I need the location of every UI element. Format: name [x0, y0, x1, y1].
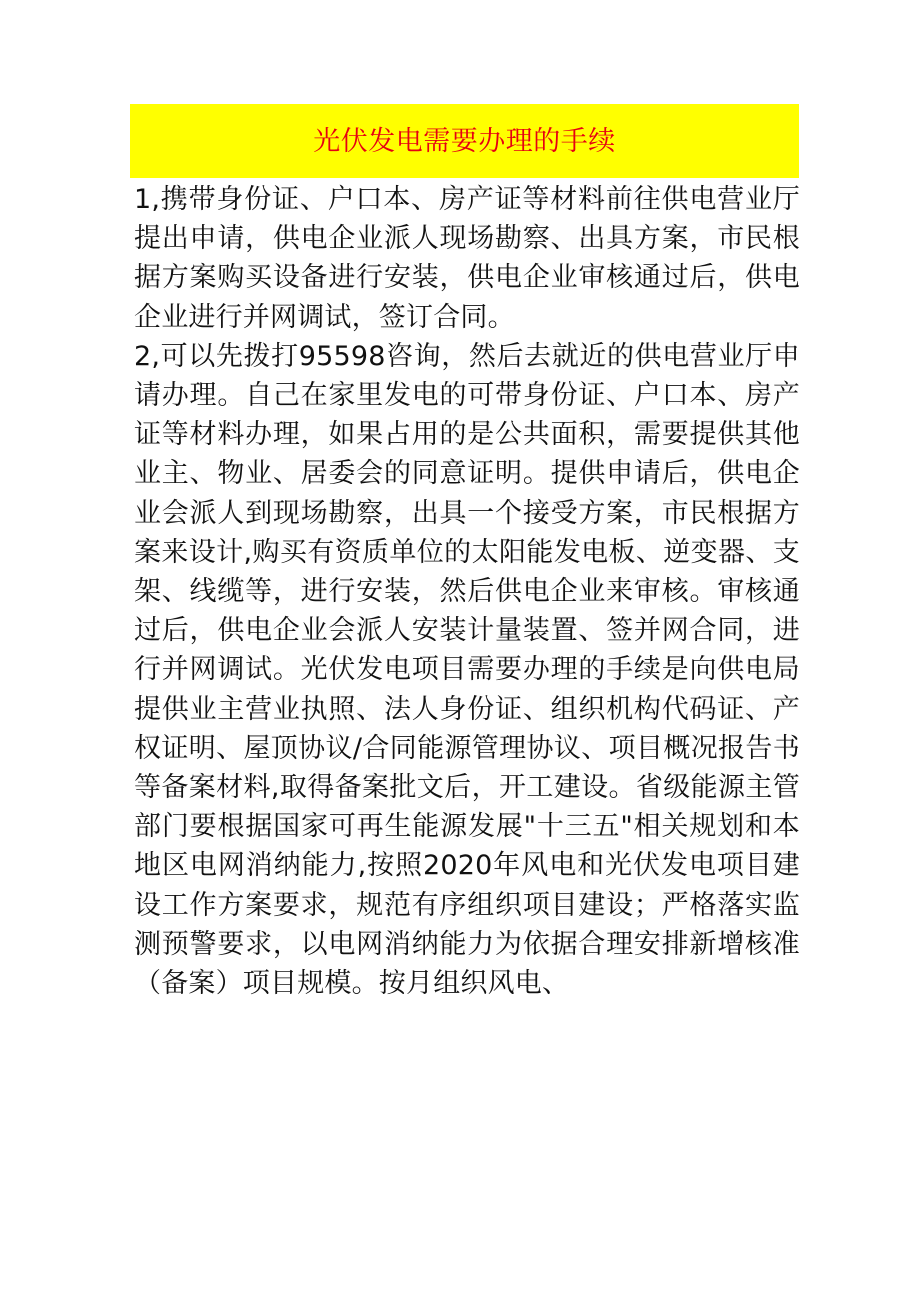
paragraph-1: 1,携带身份证、户口本、房产证等材料前往供电营业厅提出申请，供电企业派人现场勘察、出具方案，市民根据方案购买设备进行安装，供电企业审核通过后，供电企业进行并网调试，签订合同。 [134, 184, 800, 333]
document-body [134, 180, 800, 1003]
document-title: 光伏发电需要办理的手续 [313, 125, 616, 157]
title-banner [130, 104, 799, 178]
paragraph-2: 2,可以先拨打95598咨询，然后去就近的供电营业厅申请办理。自己在家里发电的可带身份证、户口本、房产证等材料办理，如果占用的是公共面积，需要提供其他业主、物业、居委会的同意证明。提供申请后，供电企业会派人到现场勘察，出具一个接受方案，市民根据方案来设计,购买有资质单位的太阳能发电板、逆变器、支架、线缆等，进行安装，然后供电企业来审核。审核通过后，供电企业会派人安装计量装置、签并网合同，进行并网调试。光伏发电项目需要办理的手续是向供电局提供业主营业执照、法人身份证、组织机构代码证、产权证明、屋顶协议/合同能源管理协议、项目概况报告书等备案材料,取得备案批文后，开工建设。省级能源主管部门要根据国家可再生能源发展"十三五"相关规划和本地区电网消纳能力,按照2020年风电和光伏发电项目建设工作方案要求，规范有序组织项目建设；严格落实监测预警要求，以电网消纳能力为依据合理安排新增核准（备案）项目规模。按月组织风电、 [134, 340, 800, 1000]
